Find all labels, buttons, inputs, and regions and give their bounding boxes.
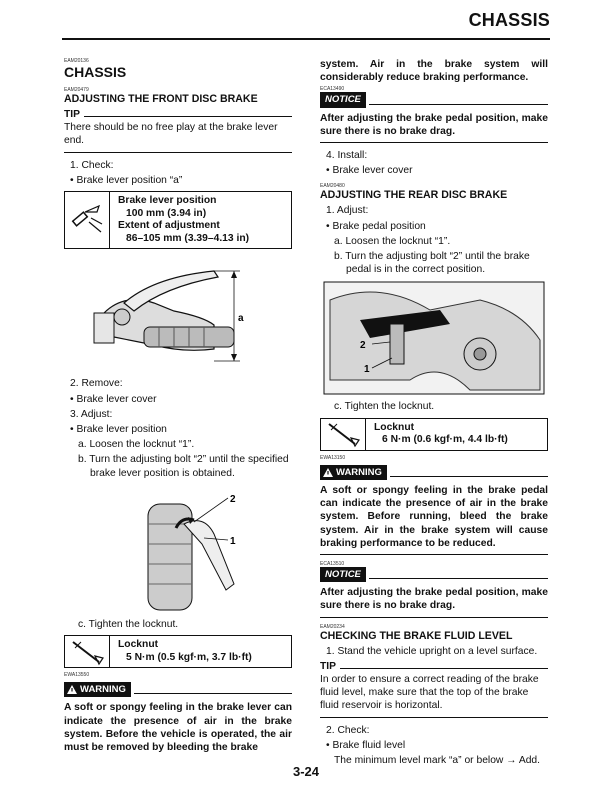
chapter-title: CHASSIS [64,64,127,80]
warning-text: A soft or spongy feeling in the brake lever can indicate the presence of air in the brake system. Before the vehicle is operated, the air must be removed by bleeding the brake [64,702,292,754]
tip-label [64,108,292,121]
notice-badge: NOTICE [320,92,366,107]
step-1: 1. Check: [70,159,114,171]
warning-badge [64,682,131,697]
spec-line-2: 100 mm (3.94 in) [126,207,207,219]
notice-row [320,92,548,107]
figure-label-1: 1 [364,364,370,376]
spec-line-2: 6 N·m (0.6 kgf·m, 4.4 lb·ft) [382,434,508,446]
section-heading-rear-brake: ADJUSTING THE REAR DISC BRAKE [320,189,508,202]
step-b2: 2. Check: [326,724,370,736]
tip-text: In order to ensure a correct reading of the brake fluid level, make sure that the top of the brake fluid reservoir is horizontal. [320,674,539,712]
notice-text: After adjusting the brake pedal position, make sure there is no brake drag. [320,587,548,612]
section-code: EAM20234 [320,623,345,630]
notice-row [320,567,548,582]
spec-line-3: Extent of adjustment [118,220,220,232]
right-column [320,58,548,769]
warning-icon [67,685,77,694]
adjusting-bolt-figure [64,484,292,614]
figure-label-1: 1 [230,535,236,547]
notice-end-rule [320,617,548,618]
step-b1: 1. Stand the vehicle upright on a level surface. [326,645,538,657]
warning-label: WARNING [336,466,382,478]
figure-label-a: a [238,313,244,325]
section-code: EAM20480 [320,183,345,190]
step-1-b: b. Turn the adjusting bolt “2” until the brake pedal is in the correct position. [334,251,530,276]
step-3-a: a. Loosen the locknut “1”. [78,439,195,451]
spec-line-1: Locknut [374,421,415,433]
spec-box-brake-lever [64,191,292,249]
warning-continued-text: system. Air in the brake system will considerably reduce braking performance. [320,59,548,84]
torque-wrench-icon [321,419,366,450]
notice-badge: NOTICE [320,567,366,582]
step-4-bullet: • Brake lever cover [326,165,413,177]
notice-text: After adjusting the brake pedal position, make sure there is no brake drag. [320,112,548,137]
torque-wrench-icon [65,636,110,667]
step-1-c: c. Tighten the locknut. [334,401,435,413]
tip-end-rule [64,152,292,153]
step-b2-text: The minimum level mark “a” or below → Add. [334,755,541,767]
section-code: EAM20479 [64,87,89,93]
header-rule [62,38,550,40]
step-2: 2. Remove: [70,378,123,390]
step-1: 1. Adjust: [326,205,369,217]
step-4: 4. Install: [326,150,368,162]
warning-row [320,465,548,480]
step-3-c: c. Tighten the locknut. [78,618,179,630]
spec-line-2: 5 N·m (0.5 kgf·m, 3.7 lb·ft) [126,651,252,663]
notice-end-rule [320,142,548,143]
tip-label [320,660,548,673]
step-3: 3. Adjust: [70,408,113,420]
warning-row [64,682,292,697]
tip-end-rule [320,717,548,718]
spec-icon [65,192,110,248]
brake-pedal-figure [320,280,548,396]
spec-line-4: 86–105 mm (3.39–4.13 in) [126,232,250,244]
warning-icon [323,468,333,477]
warning-badge [320,465,387,480]
warning-label: WARNING [80,684,126,696]
section-heading-front-brake: ADJUSTING THE FRONT DISC BRAKE [64,93,258,105]
step-2-bullet: • Brake lever cover [70,393,157,405]
section-code: EWA13150 [320,454,346,461]
spec-line-1: Brake lever position [118,195,217,207]
header-title: CHASSIS [468,10,550,30]
warning-text: A soft or spongy feeling in the brake pedal can indicate the presence of air in the brake system. Before running, bleed the brake system. Air in the brake system will cause braking performance to be reduced. [320,485,548,549]
section-code: EWA13550 [64,672,90,679]
step-b2-bullet: • Brake fluid level [326,739,406,751]
tip-label-text: TIP [320,660,337,672]
figure-label-2: 2 [230,493,236,505]
step-1-bullet: • Brake pedal position [326,220,426,232]
page-number: 3-24 [292,764,320,779]
step-1-bullet: • Brake lever position “a” [70,174,183,186]
brake-lever-figure [64,253,292,373]
spec-line-1: Locknut [118,639,159,651]
spec-box-locknut [320,418,548,451]
warning-end-rule [320,554,548,555]
section-heading-brake-fluid: CHECKING THE BRAKE FLUID LEVEL [320,629,513,642]
section-code: EAM20136 [64,58,89,64]
left-column [64,56,292,754]
figure-label-2: 2 [360,340,366,352]
step-1-a: a. Loosen the locknut “1”. [334,235,451,247]
step-3-bullet: • Brake lever position [70,424,167,435]
tip-text: There should be no free play at the brake lever end. [64,122,278,147]
spec-box-locknut [64,635,292,668]
tip-label-text: TIP [64,109,81,120]
step-3-b: b. Turn the adjusting bolt “2” until the specified brake lever position is obtained. [78,454,289,479]
section-code: ECA13510 [320,561,345,568]
section-code: ECA13490 [320,86,345,93]
